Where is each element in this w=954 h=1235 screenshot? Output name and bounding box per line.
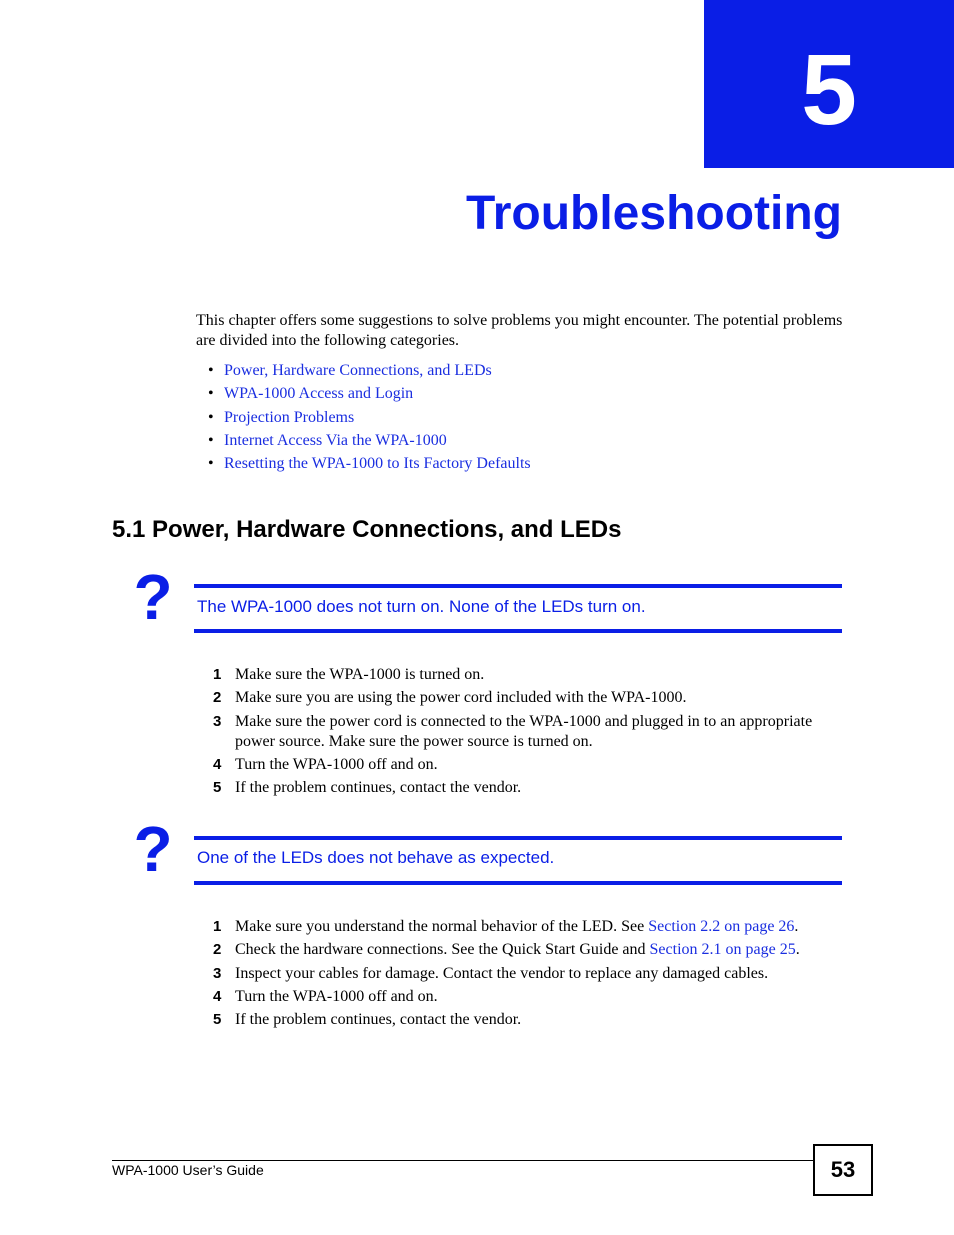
step-text-end: . (794, 918, 799, 935)
question-rule-bottom (194, 629, 842, 633)
step-number: 1 (213, 918, 222, 935)
toc-item (208, 359, 531, 382)
toc-item (208, 429, 531, 452)
list-item (208, 964, 848, 984)
step-text-end: . (795, 941, 800, 959)
step-text: Make sure the power cord is connected to the WPA-1000 and plugged in to an appropriate power source. Make sure the power source is turned on. (235, 712, 813, 750)
toc-link-power-hardware[interactable]: Power, Hardware Connections, and LEDs (224, 362, 492, 379)
toc-item (208, 406, 531, 429)
list-item (208, 940, 848, 960)
chapter-title: Troubleshooting (466, 187, 842, 240)
step-number: 4 (213, 987, 222, 1005)
step-number: 2 (213, 941, 222, 959)
chapter-number: 5 (801, 34, 857, 146)
section-link[interactable]: Section 2.2 on page 26 (648, 918, 795, 935)
list-item (208, 755, 848, 775)
chapter-number-box (704, 0, 954, 168)
question-mark-icon: ? (133, 813, 173, 885)
step-text: Make sure you understand the normal behavior of the LED. See (235, 918, 649, 935)
step-number: 5 (213, 1011, 222, 1029)
bullet: • (208, 455, 214, 473)
step-text: Make sure the WPA-1000 is turned on. (235, 666, 485, 683)
step-number: 5 (213, 779, 222, 797)
chapter-toc (208, 359, 531, 475)
toc-item (208, 382, 531, 405)
step-number: 3 (213, 964, 222, 982)
step-text: Make sure you are using the power cord included with the WPA-1000. (235, 689, 687, 707)
toc-link-access-login[interactable]: WPA-1000 Access and Login (224, 385, 414, 403)
step-list (208, 665, 848, 801)
step-text: Inspect your cables for damage. Contact the vendor to replace any damaged cables. (235, 964, 769, 982)
step-number: 2 (213, 689, 222, 707)
list-item (208, 1010, 848, 1030)
list-item (208, 778, 848, 798)
bullet: • (208, 362, 214, 379)
toc-link-projection[interactable]: Projection Problems (224, 408, 355, 426)
intro-paragraph: This chapter offers some suggestions to solve problems you might encounter. The potential problems are divided into the following categories. (196, 312, 843, 349)
step-text: Turn the WPA-1000 off and on. (235, 987, 438, 1005)
step-text: Check the hardware connections. See the Quick Start Guide and (235, 941, 650, 959)
step-list (208, 917, 848, 1033)
step-text: If the problem continues, contact the vendor. (235, 1011, 522, 1029)
toc-link-internet-access[interactable]: Internet Access Via the WPA-1000 (224, 431, 447, 449)
question-rule-top (194, 836, 842, 840)
bullet: • (208, 385, 214, 403)
question-rule-bottom (194, 881, 842, 885)
list-item (208, 987, 848, 1007)
list-item (208, 688, 848, 708)
question-text: The WPA-1000 does not turn on. None of the LEDs turn on. (197, 597, 646, 616)
toc-link-factory-defaults[interactable]: Resetting the WPA-1000 to Its Factory Defaults (224, 455, 531, 473)
step-text: Turn the WPA-1000 off and on. (235, 755, 438, 773)
toc-item (208, 452, 531, 475)
list-item (208, 917, 848, 937)
bullet: • (208, 431, 214, 449)
list-item (208, 665, 848, 685)
section-heading: 5.1 Power, Hardware Connections, and LEDs (112, 516, 622, 543)
question-rule-top (194, 584, 842, 588)
step-text: If the problem continues, contact the vendor. (235, 779, 522, 797)
question-mark-icon: ? (133, 561, 173, 633)
question-text: One of the LEDs does not behave as expected. (197, 848, 555, 867)
footer-guide-title: WPA-1000 User’s Guide (112, 1162, 264, 1178)
page-number: 53 (813, 1144, 873, 1196)
step-number: 3 (213, 712, 222, 730)
section-link[interactable]: Section 2.1 on page 25 (649, 941, 796, 959)
step-number: 1 (213, 666, 222, 683)
step-number: 4 (213, 755, 222, 773)
bullet: • (208, 408, 214, 426)
list-item (208, 712, 848, 752)
